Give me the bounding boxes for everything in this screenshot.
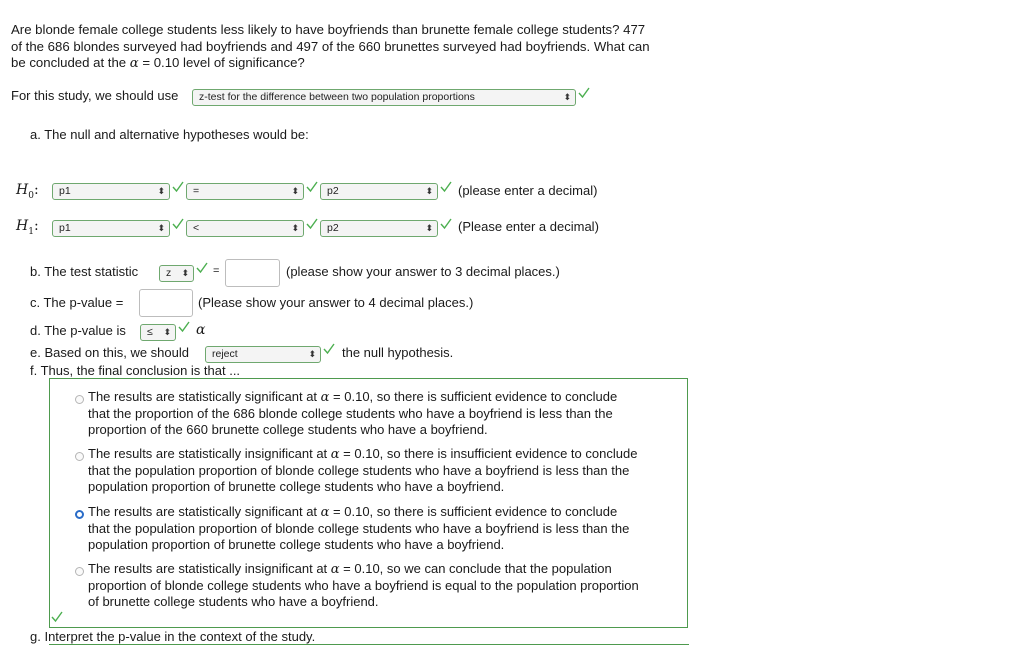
test-statistic-select[interactable]: z ⬍: [159, 265, 194, 282]
part-c-note: (Please show your answer to 4 decimal places.): [198, 295, 474, 310]
h0-operator-select[interactable]: = ⬍: [186, 183, 304, 200]
part-a-label: a. The null and alternative hypotheses would be:: [30, 127, 309, 142]
green-check-icon: [306, 181, 318, 193]
part-b-note: (please show your answer to 3 decimal places.): [286, 264, 560, 279]
question-text: [11, 22, 691, 73]
part-e-after: the null hypothesis.: [342, 345, 454, 360]
h0-note: (please enter a decimal): [458, 183, 598, 198]
part-g-label: g. Interpret the p-value in the context of the study.: [30, 629, 316, 644]
green-check-icon: [323, 343, 335, 355]
test-type-select[interactable]: [192, 89, 576, 106]
conclusion-option-2[interactable]: The results are statistically insignificant at α = 0.10, so there is insufficient evidence to conclude that the population proportion of blonde college students who have a boyfriend is less than the population proportion of brunette college students who have a boyfriend.: [88, 446, 638, 494]
updown-arrow-icon: ⬍: [563, 92, 571, 102]
study-label: For this study, we should use: [11, 88, 179, 103]
equals-sign: =: [213, 265, 220, 277]
conclusion-option-1[interactable]: The results are statistically significant at α = 0.10, so there is sufficient evidence to conclude that the proportion of the 686 blonde college students who have a boyfriend is less than the proportion of the 660 brunette college students who have a boyfriend.: [88, 389, 618, 437]
green-check-icon: [440, 218, 452, 230]
updown-arrow-icon: ⬍: [425, 223, 433, 233]
green-check-icon: [440, 181, 452, 193]
part-b-label: b. The test statistic: [30, 264, 139, 279]
updown-arrow-icon: ⬍: [157, 223, 165, 233]
green-check-icon: [578, 87, 590, 99]
h1-left-select[interactable]: p1 ⬍: [52, 220, 170, 237]
updown-arrow-icon: ⬍: [163, 327, 171, 337]
alpha-symbol: α: [196, 322, 206, 338]
test-type-value: z-test for the difference between two population proportions: [199, 91, 475, 103]
question-line-3: be concluded at the α = 0.10 level of significance?: [11, 55, 305, 71]
part-d-label: d. The p-value is: [30, 323, 126, 338]
p-value-input[interactable]: [139, 289, 193, 317]
part-e-label: e. Based on this, we should: [30, 345, 189, 360]
h0-right-select[interactable]: p2 ⬍: [320, 183, 438, 200]
part-f-label: f. Thus, the final conclusion is that ...: [30, 363, 241, 378]
alpha-symbol: α: [129, 56, 139, 71]
green-check-icon: [178, 321, 190, 333]
h1-label: $H_1$:: [16, 218, 39, 237]
h1-note: (Please enter a decimal): [458, 219, 599, 234]
h0-left-select[interactable]: p1 ⬍: [52, 183, 170, 200]
conclusion-radio-2[interactable]: [75, 452, 84, 461]
h0-label: $H_0$:: [16, 182, 39, 201]
green-check-icon: [306, 218, 318, 230]
question-line-2: of the 686 blondes surveyed had boyfriends and 497 of the 660 brunettes surveyed had boyfriends. What can: [11, 38, 650, 54]
h1-operator-select[interactable]: < ⬍: [186, 220, 304, 237]
question-line-1: Are blonde female college students less likely to have boyfriends than brunette female college students? 477: [11, 22, 646, 37]
updown-arrow-icon: ⬍: [291, 223, 299, 233]
conclusion-option-4[interactable]: The results are statistically insignificant at α = 0.10, so we can conclude that the population proportion of blonde college students who have a boyfriend is equal to the population proportion of brunette college students who have a boyfriend.: [88, 561, 639, 609]
updown-arrow-icon: ⬍: [308, 349, 316, 359]
decision-select[interactable]: reject ⬍: [205, 346, 321, 363]
updown-arrow-icon: ⬍: [157, 186, 165, 196]
conclusion-radio-4[interactable]: [75, 567, 84, 576]
green-check-icon: [172, 218, 184, 230]
updown-arrow-icon: ⬍: [425, 186, 433, 196]
green-check-icon: [172, 181, 184, 193]
green-check-icon: [196, 262, 208, 274]
updown-arrow-icon: ⬍: [181, 268, 189, 278]
part-c-label: c. The p-value =: [30, 295, 124, 310]
green-check-icon: [51, 611, 63, 623]
p-value-compare-select[interactable]: ≤ ⬍: [140, 324, 176, 341]
conclusion-radio-1[interactable]: [75, 395, 84, 404]
test-statistic-input[interactable]: [225, 259, 280, 287]
conclusion-option-3[interactable]: The results are statistically significant at α = 0.10, so there is sufficient evidence to conclude that the population proportion of blonde college students who have a boyfriend is less than the population proportion of brunette college students who have a boyfriend.: [88, 504, 630, 552]
conclusion-radio-3[interactable]: [75, 510, 84, 519]
updown-arrow-icon: ⬍: [291, 186, 299, 196]
h1-right-select[interactable]: p2 ⬍: [320, 220, 438, 237]
